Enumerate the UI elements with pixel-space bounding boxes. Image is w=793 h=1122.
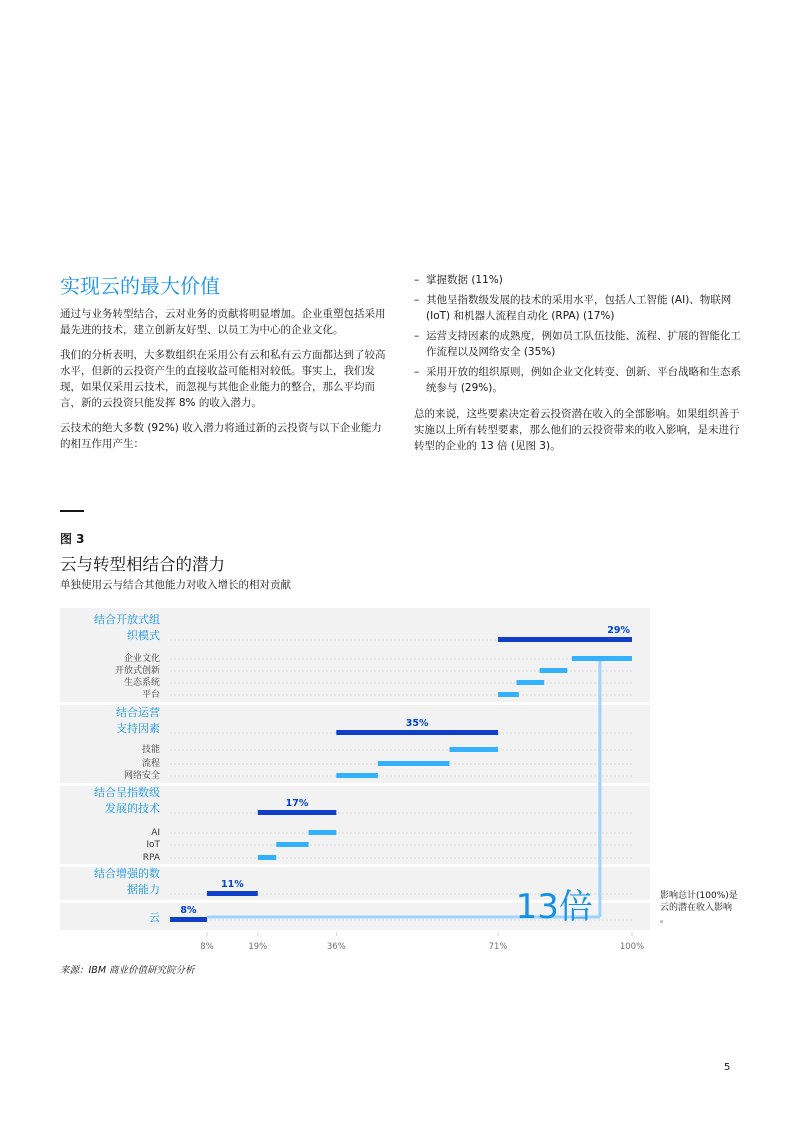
chart-group-label: 云 bbox=[149, 911, 160, 924]
chart-total-bar bbox=[207, 891, 258, 896]
figure-divider bbox=[60, 510, 84, 512]
callout-value: 13倍 bbox=[515, 887, 593, 927]
chart-group-label: 据能力 bbox=[127, 883, 160, 896]
chart-item-bar bbox=[336, 773, 378, 778]
paragraph-3: 云技术的绝大多数 (92%) 收入潜力将通过新的云投资与以下企业能力的相互作用产生： bbox=[60, 422, 382, 450]
chart-group-label: 结合开放式组 bbox=[94, 613, 160, 626]
chart-container bbox=[60, 606, 750, 956]
chart-x-tick-label: 19% bbox=[248, 942, 268, 952]
chart-x-tick-label: 36% bbox=[326, 942, 346, 952]
chart-item-label: 平台 bbox=[141, 690, 160, 700]
summary-paragraph: 总的来说，这些要素决定着云投资潜在收入的全部影响。如果组织善于实施以上所有转型要素，那么他们的云投资带来的收入影响，是未进行转型的企业的 13 倍 (见图 3)。 bbox=[414, 408, 740, 452]
bullet-text: 采用开放的组织原则，例如企业文化转变、创新、平台战略和生态系统参与 (29%)。 bbox=[426, 366, 741, 394]
bullet-dash: – bbox=[414, 366, 420, 378]
bullet-text: 运营支持因素的成熟度，例如员工队伍技能、流程、扩展的智能化工作流程以及网络安全 (35%) bbox=[426, 330, 741, 358]
right-column bbox=[414, 272, 744, 463]
paragraph-1: 通过与业务转型结合，云对业务的贡献将明显增加。企业重塑包括采用最先进的技术，建立创新友好型、以员工为中心的企业文化。 bbox=[60, 308, 386, 336]
chart-group-label: 织模式 bbox=[127, 629, 160, 642]
chart-item-bar bbox=[540, 668, 568, 673]
chart-total-bar bbox=[336, 730, 498, 735]
chart-total-bar bbox=[258, 810, 337, 815]
chart-x-tick-label: 100% bbox=[619, 942, 645, 952]
chart-item-label: IoT bbox=[146, 840, 160, 850]
bullet-dash: – bbox=[414, 330, 420, 342]
chart-item-label: 开放式创新 bbox=[114, 666, 160, 676]
bullet-item bbox=[414, 328, 744, 360]
chart-item-bar bbox=[498, 692, 519, 697]
chart-x-tick-label: 8% bbox=[200, 942, 214, 952]
chart-total-bar bbox=[170, 917, 207, 922]
chart-group-label: 结合增强的数 bbox=[94, 867, 160, 880]
figure-subtitle: 单独使用云与结合其他能力对收入增长的相对贡献 bbox=[60, 579, 291, 591]
bullet-item bbox=[414, 292, 744, 324]
chart-total-label: 8% bbox=[180, 905, 197, 916]
chart-item-label: 技能 bbox=[141, 745, 160, 755]
bullet-item bbox=[414, 364, 744, 396]
chart-item-bar bbox=[450, 747, 499, 752]
chart-group-label: 发展的技术 bbox=[105, 802, 160, 815]
chart-item-bar bbox=[258, 855, 276, 860]
bullet-dash: – bbox=[414, 294, 420, 306]
figure-source: 来源：IBM 商业价值研究院分析 bbox=[60, 965, 195, 976]
chart-item-label: RPA bbox=[142, 853, 160, 863]
chart-total-label: 11% bbox=[220, 879, 244, 890]
chart-item-bar bbox=[309, 830, 337, 835]
figure-label: 图 3 bbox=[60, 532, 85, 546]
chart-item-bar bbox=[276, 842, 308, 847]
bullet-text: 掌握数据 (11%) bbox=[426, 274, 503, 286]
chart-total-label: 29% bbox=[607, 625, 630, 636]
chart-group-label: 结合呈指数级 bbox=[94, 786, 160, 799]
chart-total-label: 17% bbox=[285, 798, 309, 809]
chart-total-label: 35% bbox=[405, 718, 429, 729]
chart-group-label: 支持因素 bbox=[116, 722, 160, 735]
callout-text: 云的潜在收入影响 bbox=[660, 903, 733, 913]
chart-item-bar bbox=[572, 656, 632, 661]
chart-total-bar bbox=[498, 637, 632, 642]
chart-item-label: 流程 bbox=[141, 759, 160, 769]
chart-item-bar bbox=[517, 680, 545, 685]
chart-item-label: AI bbox=[151, 828, 160, 838]
bullet-list bbox=[414, 272, 744, 396]
left-column bbox=[60, 306, 390, 461]
paragraph-2: 我们的分析表明，大多数组织在采用公有云和私有云方面都达到了较高水平，但新的云投资产生的直接收益可能相对较低。事实上，我们发现，如果仅采用云技术，而忽视与其他企业能力的整合，那么平均而言，新的云投资只能发挥 8% 的收入潜力。 bbox=[60, 349, 386, 409]
chart-group-label: 结合运营 bbox=[116, 706, 160, 719]
bullet-dash: – bbox=[414, 274, 420, 286]
waterfall-chart bbox=[60, 606, 750, 956]
callout-text: 影响总计(100%)是 bbox=[660, 891, 738, 901]
chart-item-bar bbox=[378, 761, 450, 766]
chart-item-label: 企业文化 bbox=[123, 654, 160, 664]
callout-connector-vertical bbox=[598, 659, 601, 917]
bullet-item bbox=[414, 272, 744, 288]
page-number: 5 bbox=[724, 1062, 731, 1073]
section-title: 实现云的最大价值 bbox=[60, 274, 220, 298]
bullet-text: 其他呈指数级发展的技术的采用水平，包括人工智能 (AI)、物联网 (IoT) 和机器人流程自动化 (RPA) (17%) bbox=[426, 294, 732, 322]
chart-item-label: 网络安全 bbox=[123, 771, 160, 781]
callout-text: 。 bbox=[660, 915, 670, 925]
figure-title: 云与转型相结合的潜力 bbox=[60, 555, 225, 574]
chart-x-tick-label: 71% bbox=[488, 942, 508, 952]
chart-item-label: 生态系统 bbox=[123, 678, 160, 688]
